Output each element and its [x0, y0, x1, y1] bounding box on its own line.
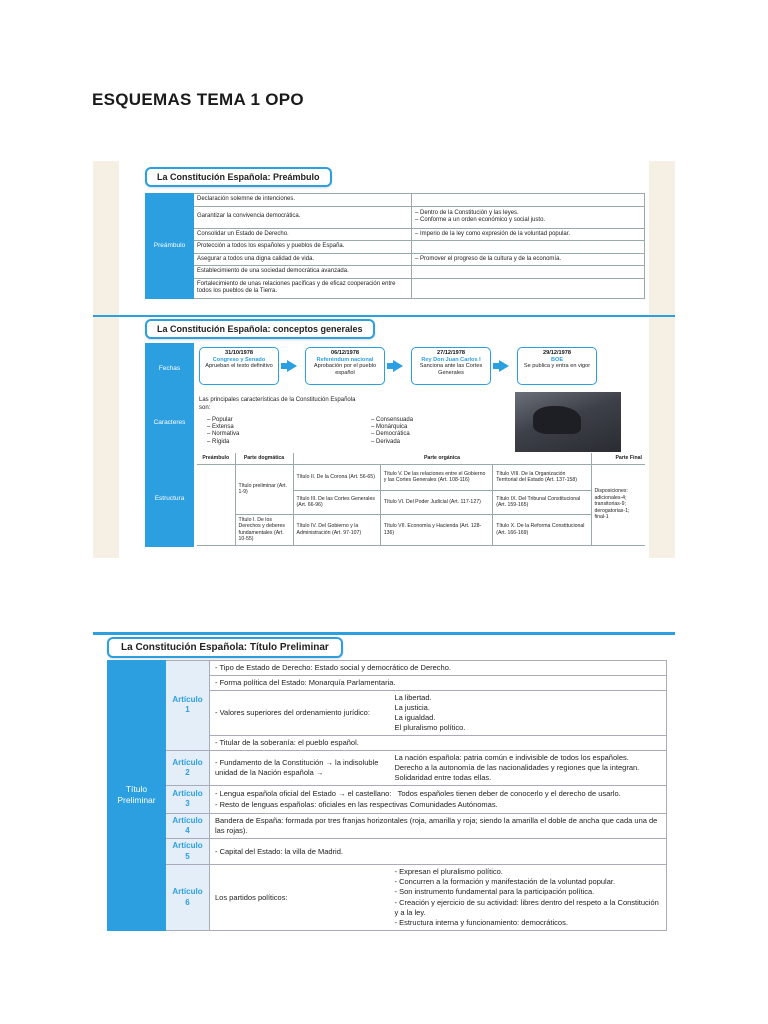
table-cell: Título IV. Del Gobierno y la Administración (Art. 97-107): [293, 514, 380, 545]
table-cell: - Tipo de Estado de Derecho: Estado social y democrático de Derecho.: [210, 661, 667, 676]
estructura-table: [197, 453, 645, 546]
list-item: - Resto de lenguas españolas: oficiales en las respectivas Comunidades Autónomas.: [215, 800, 498, 810]
table-row: [146, 253, 645, 266]
table-cell: Título II. De la Corona (Art. 56-65): [293, 464, 380, 490]
list-item: - Estructura interna y funcionamiento: democráticos.: [394, 917, 568, 927]
table-row: [146, 241, 645, 254]
table-cell: - Titular de la soberanía: el pueblo español.: [210, 736, 667, 751]
table-row: [108, 813, 667, 839]
estructura-side-label: Estructura: [146, 452, 194, 547]
list-item: – Normativa: [207, 431, 240, 438]
list-item: Derecho a la autonomía de las nacionalidades y regiones que la integran.: [394, 762, 640, 772]
timeline-head: Congreso y Senado: [212, 356, 266, 363]
table-row: [146, 206, 645, 228]
table-cell: Establecimiento de una sociedad democrática avanzada.: [194, 266, 412, 279]
estructura-head: Parte orgánica: [293, 453, 591, 464]
titulo-preliminar-table: [107, 660, 667, 931]
page-title: ESQUEMAS TEMA 1 OPO: [92, 90, 304, 109]
fechas-side-label: Fechas: [146, 344, 194, 396]
list-item: El pluralismo político.: [394, 722, 466, 732]
list-item: - Son instrumento fundamental para la participación política.: [394, 887, 595, 897]
timeline-head: Referéndum nacional: [316, 356, 374, 363]
list-item: La libertad.: [394, 692, 432, 702]
arrow-right-icon: [393, 360, 403, 372]
table-cell: Título III. De las Cortes Generales (Art. 66-96): [293, 490, 380, 514]
timeline-step: [517, 347, 597, 385]
table-row: [146, 278, 645, 298]
table-cell: Título IX. Del Tribunal Constitucional (Art. 159-165): [493, 490, 591, 514]
table-cell: [412, 278, 645, 298]
table-cell: - Forma política del Estado: Monarquía Parlamentaria.: [210, 675, 667, 690]
table-row: [108, 661, 667, 676]
table-cell: Fortalecimiento de unas relaciones pacíficas y de eficaz cooperación entre todos los pueblos de la Tierra.: [194, 278, 412, 298]
timeline-text: Aprobación por el pueblo español: [313, 363, 377, 377]
table-cell: [197, 464, 235, 545]
table-row: [197, 514, 645, 545]
scheme-paper: [119, 161, 649, 558]
art2-list: [390, 750, 667, 785]
table-cell: Declaración solemne de intenciones.: [194, 194, 412, 207]
table-cell: Consolidar un Estado de Derecho.: [194, 228, 412, 241]
art3-cell: [210, 786, 667, 814]
table-cell: Los partidos políticos:: [210, 865, 390, 931]
preambulo-side-label: Preámbulo: [146, 194, 194, 299]
list-item: – Derivada: [371, 438, 401, 445]
timeline: [199, 347, 597, 385]
art6-list: [390, 865, 667, 931]
table-cell: Garantizar la convivencia democrática.: [194, 206, 412, 228]
table-cell: Disposiciones: adicionales-4; transitorias-9; derogatorias-1; final-1: [591, 464, 645, 545]
list-item: – Monárquica: [371, 424, 408, 431]
estructura-head: Parte Final: [591, 453, 645, 464]
list-item: – Consensuada: [371, 417, 414, 423]
list-item: – Extensa: [207, 424, 234, 431]
table-row: [146, 194, 645, 207]
list-item: La igualdad.: [394, 712, 436, 722]
timeline-date: 06/12/1978: [331, 350, 359, 356]
timeline-date: 31/10/1978: [225, 350, 253, 356]
article-label: Artículo 2: [166, 750, 210, 785]
list-item: La nación española: patria común e indivisible de todos los españoles.: [394, 752, 629, 762]
timeline-text: Sanciona ante las Cortes Generales: [419, 363, 483, 377]
table-cell: Asegurar a todos una digna calidad de vida.: [194, 253, 412, 266]
list-item: - Lengua española oficial del Estado → el castellano:: [215, 789, 392, 799]
timeline-head: BOE: [550, 356, 564, 363]
table-cell: Título X. De la Reforma Constitucional (Art. 166-169): [493, 514, 591, 545]
congress-lion-photo: [515, 392, 621, 452]
table-cell: [412, 266, 645, 279]
art3-line: [215, 788, 661, 799]
list-item: - Creación y ejercicio de su actividad: libres dentro del respeto a la Constitución y a la ley.: [394, 897, 659, 917]
table-cell: Título I. De los Derechos y deberes fundamentales (Art. 10-55): [235, 514, 293, 545]
timeline-text: Se publica y entra en vigor: [523, 363, 591, 370]
timeline-date: 27/12/1978: [437, 350, 465, 356]
caracteres-side-label: Caracteres: [146, 396, 194, 452]
section-divider: [93, 315, 675, 317]
scheme-image-titulo-preliminar: [93, 632, 675, 927]
table-row: [197, 453, 645, 464]
table-cell: Protección a todos los españoles y pueblos de España.: [194, 241, 412, 254]
list-item: - Concurren a la formación y manifestación de la voluntad popular.: [394, 877, 616, 887]
table-cell: [412, 194, 645, 207]
list-item: – Democrática: [371, 431, 410, 438]
titulo-preliminar-side-label: Título Preliminar: [108, 661, 166, 931]
table-cell: - Valores superiores del ordenamiento jurídico:: [210, 690, 390, 736]
table-row: [108, 786, 667, 814]
article-label: Artículo 3: [166, 786, 210, 814]
table-cell: – Promover el progreso de la cultura y de la economía.: [412, 253, 645, 266]
caracteres-list-right: [371, 417, 413, 446]
valores-list: [390, 690, 667, 736]
table-cell: - Fundamento de la Constitución → la indisoluble unidad de la Nación española →: [210, 750, 390, 785]
table-cell: Título V. De las relaciones entre el Gobierno y las Cortes Generales (Art. 108-116): [380, 464, 492, 490]
caracteres-list-left: [207, 417, 239, 446]
list-item: – Rígida: [207, 438, 230, 445]
table-row: [108, 865, 667, 931]
preambulo-table: [145, 193, 645, 299]
list-item: La justicia.: [394, 702, 430, 712]
article-label: Artículo 4: [166, 813, 210, 839]
section-divider: [93, 632, 675, 635]
section-heading-conceptos: La Constitución Española: conceptos generales: [145, 319, 375, 339]
estructura-head: Preámbulo: [197, 453, 235, 464]
table-cell: - Capital del Estado: la villa de Madrid.: [210, 839, 667, 865]
list-item: Solidaridad entre todas ellas.: [394, 773, 492, 782]
timeline-step: [411, 347, 491, 385]
article-label: Artículo 1: [166, 661, 210, 751]
table-cell: [412, 241, 645, 254]
timeline-text: Aprueban el texto definitivo: [205, 363, 273, 370]
timeline-head: Rey Don Juan Carlos I: [421, 356, 481, 363]
table-cell: – Dentro de la Constitución y las leyes. – Conforme a un orden económico y social justo.: [412, 206, 645, 228]
list-item: Todos españoles tienen deber de conocerlo y el derecho de usarlo.: [397, 789, 621, 799]
table-row: [108, 750, 667, 785]
article-label: Artículo 5: [166, 839, 210, 865]
table-cell: Título preliminar (Art. 1-9): [235, 464, 293, 514]
table-cell: Título VII. Economía y Hacienda (Art. 128-136): [380, 514, 492, 545]
arrow-right-icon: [499, 360, 509, 372]
table-row: [146, 228, 645, 241]
table-cell: Título VI. Del Poder Judicial (Art. 117-127): [380, 490, 492, 514]
caracteres-intro: Las principales características de la Constitución Española son:: [199, 397, 356, 411]
estructura-head: Parte dogmática: [235, 453, 293, 464]
table-row: [197, 464, 645, 490]
table-cell: Título VIII. De la Organización Territorial del Estado (Art. 137-158): [493, 464, 591, 490]
timeline-step: [199, 347, 279, 385]
timeline-step: [305, 347, 385, 385]
table-cell: Bandera de España: formada por tres franjas horizontales (roja, amarilla y roja; siendo la amarilla el doble de ancha que cada una de las rojas).: [210, 813, 667, 839]
timeline-date: 29/12/1978: [543, 350, 571, 356]
list-item: - Expresan el pluralismo político.: [394, 867, 503, 877]
article-label: Artículo 6: [166, 865, 210, 931]
section-heading-preambulo: La Constitución Española: Preámbulo: [145, 167, 332, 187]
table-row: [108, 839, 667, 865]
arrow-right-icon: [287, 360, 297, 372]
table-row: [146, 266, 645, 279]
table-cell: – Imperio de la ley como expresión de la voluntad popular.: [412, 228, 645, 241]
scheme-image-preambulo-conceptos: [93, 161, 675, 558]
section-heading-titulo-preliminar: La Constitución Española: Título Preliminar: [107, 637, 343, 658]
list-item: – Popular: [207, 417, 233, 423]
